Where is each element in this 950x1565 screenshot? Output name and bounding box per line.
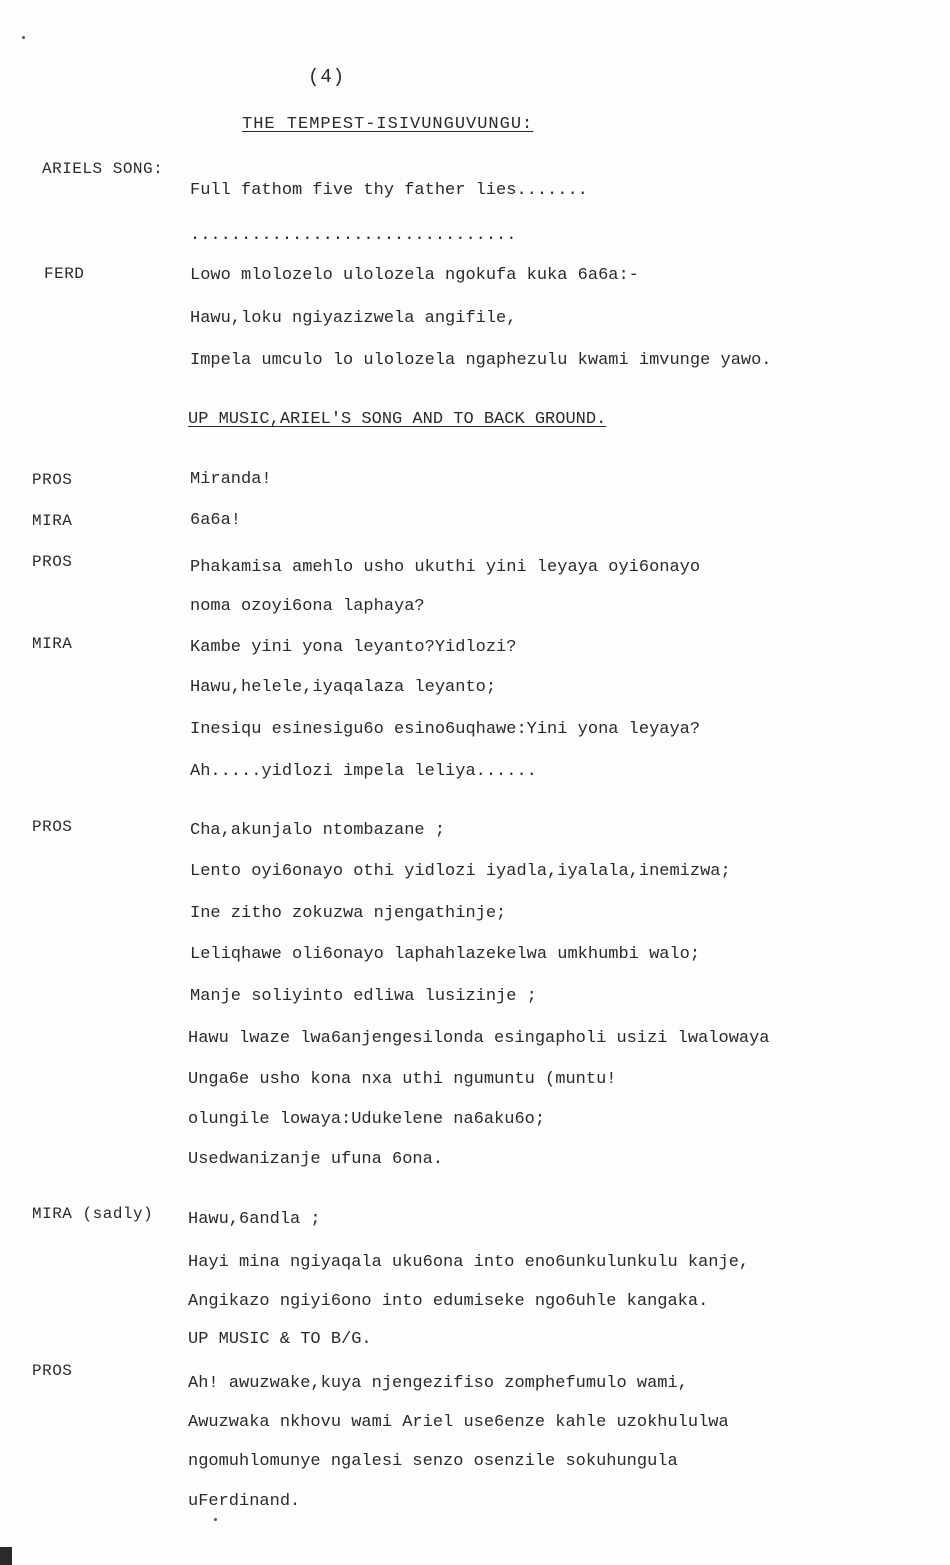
script-line: Full fathom five thy father lies....... — [190, 181, 588, 200]
script-line: ................................ — [190, 226, 517, 245]
script-line: Angikazo ngiyi6ono into edumiseke ngo6uhle kangaka. — [188, 1292, 709, 1311]
script-line: Impela umculo lo ulolozela ngaphezulu kwami imvunge yawo. — [190, 351, 772, 370]
script-line: noma ozoyi6ona laphaya? — [190, 597, 425, 616]
script-line: Lowo mlolozelo ulolozela ngokufa kuka 6a6a:- — [190, 266, 639, 285]
paper-speck — [22, 36, 25, 39]
script-line: ngomuhlomunye ngalesi senzo osenzile sokuhungula — [188, 1452, 678, 1471]
scan-edge-mark — [0, 1547, 12, 1565]
stage-direction: UP MUSIC & TO B/G. — [188, 1330, 372, 1349]
script-line: Unga6e usho kona nxa uthi ngumuntu (muntu! — [188, 1070, 617, 1089]
script-line: Ah! awuzwake,kuya njengezifiso zomphefumulo wami, — [188, 1374, 688, 1393]
speaker-label: FERD — [44, 265, 85, 283]
speaker-label: MIRA (sadly) — [32, 1205, 154, 1223]
script-line: Awuzwaka nkhovu wami Ariel use6enze kahle uzokhululwa — [188, 1413, 729, 1432]
script-line: uFerdinand. — [188, 1492, 301, 1511]
script-line: 6a6a! — [190, 511, 242, 530]
script-line: Ine zitho zokuzwa njengathinje; — [190, 904, 507, 923]
script-line: Hayi mina ngiyaqala uku6ona into eno6unkulunkulu kanje, — [188, 1253, 750, 1272]
speaker-label: PROS — [32, 553, 73, 571]
paper-speck — [214, 1518, 217, 1521]
script-line: Kambe yini yona leyanto?Yidlozi? — [190, 638, 517, 657]
speaker-label: MIRA — [32, 512, 73, 530]
script-line: Hawu lwaze lwa6anjengesilonda esingapholi usizi lwalowaya — [188, 1029, 770, 1048]
script-line: Phakamisa amehlo usho ukuthi yini leyaya oyi6onayo — [190, 558, 701, 577]
script-line: Hawu,helele,iyaqalaza leyanto; — [190, 678, 497, 697]
script-line: Lento oyi6onayo othi yidlozi iyadla,iyalala,inemizwa; — [190, 862, 731, 881]
script-line: Inesiqu esinesigu6o esino6uqhawe:Yini yona leyaya? — [190, 720, 701, 739]
script-line: Cha,akunjalo ntombazane ; — [190, 821, 446, 840]
speaker-label: PROS — [32, 818, 73, 836]
script-line: Ah.....yidlozi impela leliya...... — [190, 762, 537, 781]
speaker-label: MIRA — [32, 635, 73, 653]
script-line: Miranda! — [190, 470, 272, 489]
script-line: Usedwanizanje ufuna 6ona. — [188, 1150, 444, 1169]
speaker-label: ARIELS SONG: — [42, 160, 164, 178]
script-line: Leliqhawe oli6onayo laphahlazekelwa umkhumbi walo; — [190, 945, 701, 964]
speaker-label: PROS — [32, 1362, 73, 1380]
stage-direction: UP MUSIC,ARIEL'S SONG AND TO BACK GROUND. — [188, 410, 607, 429]
script-line: Hawu,6andla ; — [188, 1210, 321, 1229]
script-line: Manje soliyinto edliwa lusizinje ; — [190, 987, 537, 1006]
script-line: Hawu,loku ngiyazizwela angifile, — [190, 309, 517, 328]
page-title: THE TEMPEST-ISIVUNGUVUNGU: — [242, 115, 534, 134]
script-line: olungile lowaya:Udukelene na6aku6o; — [188, 1110, 546, 1129]
speaker-label: PROS — [32, 471, 73, 489]
page-number: (4) — [308, 66, 346, 88]
